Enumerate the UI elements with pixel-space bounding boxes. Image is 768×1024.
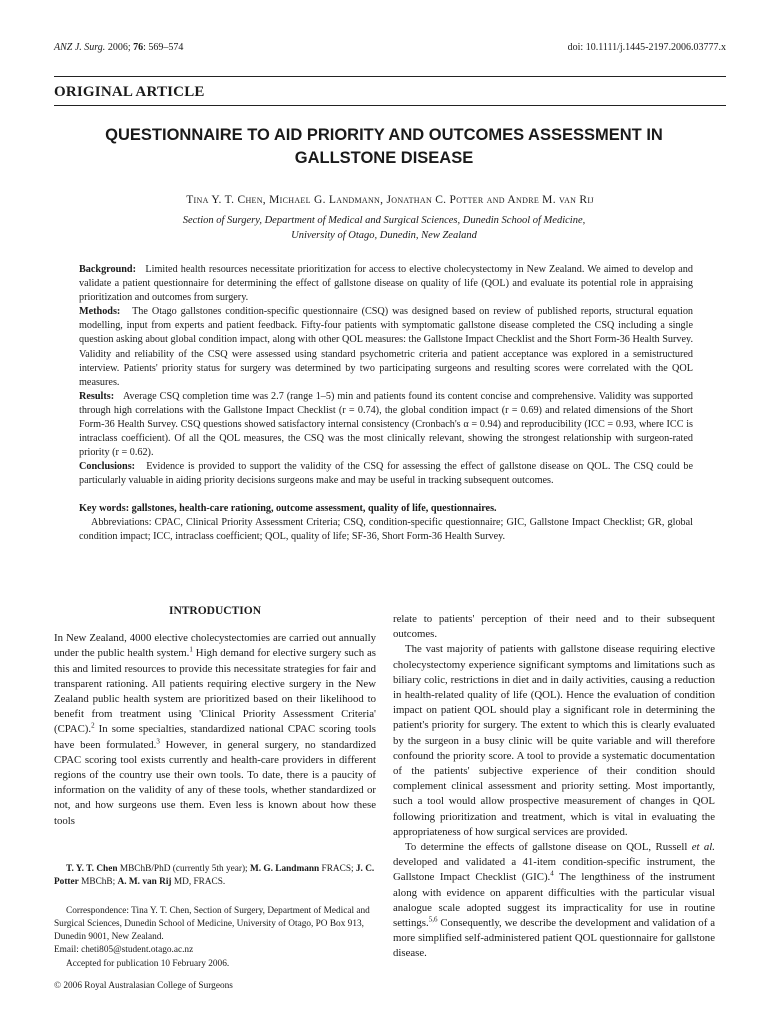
intro-text-a: In New Zealand, 4000 elective cholecystectomies are carried out annually under the public health system.: [54, 632, 376, 660]
et-al: et al.: [691, 841, 715, 854]
accepted-block: [54, 958, 376, 971]
abbreviations: Abbreviations: CPAC, Clinical Priority Assessment Criteria; CSQ, condition-specific questionnaire; GIC, Gallstone Impact Checklist; GR, global condition impact; ICC, intraclass coefficient; QOL, quality of life; SF-36, Short Form-36 Health Survey.: [79, 517, 693, 542]
running-header-citation: [54, 42, 183, 53]
abstract: [79, 263, 693, 489]
author-c-degree: MBChB;: [78, 877, 118, 887]
col2-text-c: The lengthiness of the instrument along with evidence on apparent difficulties with the particular visual analogue scale adopted suggest its impracticality for use in routine settings.: [393, 871, 715, 930]
abstract-results: [79, 390, 693, 460]
article-title: QUESTIONNAIRE TO AID PRIORITY AND OUTCOMES ASSESSMENT IN GALLSTONE DISEASE: [105, 126, 663, 167]
keywords-text: gallstones, health-care rationing, outcome assessment, quality of life, questionnaires.: [131, 503, 497, 514]
author-d-degree: MD, FRACS.: [171, 877, 226, 887]
results-r3: r = 0.62).: [115, 447, 154, 459]
abstract-methods: [79, 305, 693, 390]
keywords-label: Key words:: [79, 503, 130, 514]
accepted-date: Accepted for publication 10 February 2006.: [66, 959, 230, 969]
results-r2: r = 0.69) and related dimensions of the Short Form-36 Health Survey. CSQ questions showed satisfactory internal consistency (Cronbach's α = 0.94) and reproducibility (ICC = 0.93, where ICC is intraclass coefficient). Of all the QOL measures, the CSQ was the most clinically relevant, showing the strongest relationship with surgeon-rated priority (: [79, 404, 693, 459]
top-rule: [54, 76, 726, 77]
correspondence: Correspondence: Tina Y. T. Chen, Section of Surgery, Department of Medical and Surgical Sciences, Dunedin School of Medicine, University of Otago, PO Box 913, Dunedin 9001, New Zealand.: [54, 906, 370, 942]
affiliation-line-2: University of Otago, Dunedin, New Zealand: [291, 230, 477, 241]
col2-paragraph-0: relate to patients' perception of their need and to their subsequent outcomes.: [393, 613, 715, 641]
conclusions-label: Conclusions:: [79, 461, 136, 473]
journal-name: ANZ J. Surg.: [54, 42, 106, 53]
methods-text: The Otago gallstones condition-specific questionnaire (CSQ) was designed based on review of published reports, structural equation modelling, input from experts and patient feedback. Fifty-four patients with symptomatic gallstone disease completed the CSQ including a single question asking about global condition impact, along with other QOL measures: the Gallstone Impact Checklist and the Short Form-36 Health Survey. Validity and reliability of the CSQ were assessed using standard psychometric criteria and patient acceptance was explored in a semistructured interview. Patients' priority status for surgery was determined by two participating surgeons and resulting scores were correlated with the QOL measures.: [79, 306, 694, 388]
affiliation: [80, 213, 688, 243]
background-label: Background:: [79, 264, 136, 275]
year-text: 2006;: [105, 42, 134, 53]
author-credentials: [54, 863, 376, 889]
author-a: T. Y. T. Chen: [66, 864, 118, 874]
col2-text-d: Consequently, we describe the development and validation of a more simplified self-administered patient QOL questionnaire for gallstone disease.: [393, 917, 715, 960]
left-column: [54, 604, 376, 829]
abstract-conclusions: [79, 460, 693, 488]
keywords: [79, 502, 693, 516]
credentials-line: [54, 863, 376, 889]
col2-paragraph-1: The vast majority of patients with gallstone disease requiring elective cholecystectomy experience significant symptoms and limitations such as biliary colic, restrictions in diet and in daily activities, causing a reduction in health-related quality of life (QOL). Hence the evaluation of condition impact on patient QOL should play a significant role in determining the patient's priority for surgery. The extent to which this is clearly evaluated by the surgeon in a busy clinic will be quite variable and will therefore confound the priority score. A tool to provide a systematic documentation of the patients' subjective experience of their condition should complement clinical assessment and priority setting. Most importantly, such a tool would allow prospective measurement of changes in QOL following prioritization and treatment, which is vital in evaluating the appropriateness of how surgical services are provided.: [393, 643, 715, 838]
results-label: Results:: [79, 390, 115, 402]
abstract-background: [79, 263, 693, 305]
keywords-block: [79, 502, 693, 544]
author-list: Tina Y. T. Chen, Michael G. Landmann, Jonathan C. Potter and Andre M. van Rij: [186, 194, 594, 206]
intro-text-b: High demand for elective surgery such as this and limited resources to provide this necessitate strategies for fair and transparent rationing. All patients requiring elective surgery in the New Zealand public health system are prioritized based on their likelihood to benefit from treatment using 'Clinical Priority Assessment Criteria' (CPAC).: [54, 647, 376, 736]
email[interactable]: Email: cheti805@student.otago.ac.nz: [54, 945, 194, 955]
ref-1: 1: [189, 645, 193, 654]
ref-5-6: 5,6: [428, 915, 438, 924]
author-a-degree: MBChB/PhD (currently 5th year);: [117, 864, 250, 874]
section-rule: [54, 105, 726, 106]
intro-text-d: However, in general surgery, no standardized CPAC scoring tool exists currently and health-care providers in different regions of the country use their own tools. To date, there is a paucity of information on the validity of any of these tools, whether standardized or not, and how surgeons use them. Even less is known about how these tools: [54, 738, 376, 827]
doi-text: doi: 10.1111/j.1445-2197.2006.03777.x: [567, 42, 726, 53]
col2-text-a: To determine the effects of gallstone disease on QOL, Russell: [405, 841, 692, 854]
correspondence-block: [54, 905, 376, 957]
copyright-block: [54, 980, 376, 993]
ref-4: 4: [550, 869, 554, 878]
conclusions-text: Evidence is provided to support the validity of the CSQ for assessing the effect of gallstone disease on QOL. The CSQ could be particularly valuable in aiding priority decisions surgeons make and may be useful in tracking subsequent outcomes.: [79, 461, 693, 487]
results-text-1: Average CSQ completion time was 2.7 (range 1–5) min and patients found its content concise and comprehensive. Validity was supported through high correlations with the Gallstone Impact Checklist (: [79, 390, 693, 416]
author-c: J. C. Potter: [54, 864, 375, 887]
author-b-degree: FRACS;: [319, 864, 356, 874]
author-b: M. G. Landmann: [249, 864, 320, 874]
affiliation-line-1: Section of Surgery, Department of Medical and Surgical Sciences, Dunedin School of Medicine,: [182, 215, 586, 226]
page-range: : 569–574: [143, 42, 184, 53]
copyright: © 2006 Royal Australasian College of Surgeons: [54, 981, 233, 991]
ref-3: 3: [156, 737, 160, 746]
volume-number: 76: [133, 42, 144, 53]
results-r1: r = 0.74), the global condition impact (: [342, 404, 506, 416]
background-text: Limited health resources necessitate prioritization for access to elective cholecystectomy in New Zealand. We aimed to develop and validate a patient questionnaire for determining the effect of gallstone disease on quality of life (QOL) and evaluate its potential role in appraising prioritization and outcomes from surgery.: [79, 264, 693, 304]
intro-paragraph: [54, 631, 376, 829]
introduction-heading: INTRODUCTION: [168, 605, 261, 617]
methods-label: Methods:: [79, 306, 121, 318]
col2-paragraph-2: [393, 840, 715, 962]
section-label: ORIGINAL ARTICLE: [54, 84, 205, 100]
author-d: A. M. van Rij: [117, 877, 172, 887]
ref-2: 2: [91, 721, 95, 730]
right-column: [393, 612, 715, 962]
intro-text-c: In some specialties, standardized national CPAC scoring tools have been formulated.: [54, 723, 376, 751]
col2-text-b: developed and validated a 41-item condition-specific instrument, the Gallstone Impact Checklist (GIC).: [393, 856, 715, 884]
